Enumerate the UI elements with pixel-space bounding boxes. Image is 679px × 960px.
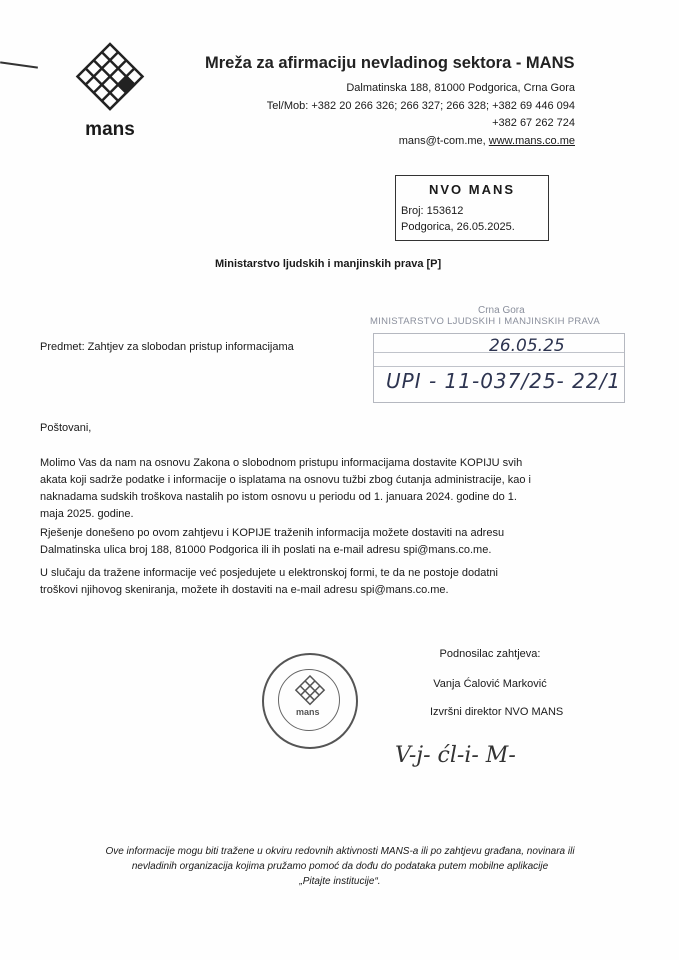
org-website-link[interactable]: www.mans.co.me: [488, 135, 575, 147]
org-contact: [399, 135, 575, 147]
stamp-country: Crna Gora: [478, 305, 525, 316]
paragraph-delivery: Rješenje donešeno po ovom zahtjevu i KOPIJE traženih informacija možete dostaviti na adresu Dalmatinska ulica broj 188, 81000 Podgorica ili ih poslati na e-mail adresu spi@mans.co.me.: [40, 527, 505, 556]
logo-text: mans: [85, 119, 135, 140]
received-stamp: [368, 305, 630, 405]
org-name: Mreža za afirmaciju nevladinog sektora - MANS: [205, 54, 575, 72]
registry-header: NVO MANS: [428, 182, 516, 197]
subject: Predmet: Zahtjev za slobodan pristup informacijama: [40, 341, 294, 353]
stamp-ministry: MINISTARSTVO LJUDSKIH I MANJINSKIH PRAVA: [370, 316, 601, 327]
org-phone: Tel/Mob: +382 20 266 326; 266 327; 266 328; +382 69 446 094: [266, 100, 575, 112]
scan-mark: [0, 61, 38, 68]
footer-note: Ove informacije mogu biti tražene u okviru redovnih aktivnosti MANS-a ili po zahtjevu građana, novinara ili nevladinih organizacija kojima pružamo pomoć da dođu do podataka putem mobilne aplikacije „Pitajte institucije“.: [105, 846, 575, 887]
signer-name: Vanja Ćalović Marković: [433, 678, 547, 690]
org-address: Dalmatinska 188, 81000 Podgorica, Crna Gora: [346, 82, 575, 94]
registry-date: Podgorica, 26.05.2025.: [401, 221, 515, 233]
recipient: Ministarstvo ljudskih i manjinskih prava [P]: [215, 258, 442, 270]
signer-label: Podnosilac zahtjeva:: [439, 648, 541, 660]
handwritten-signature: V-j- ćl-i- M-: [395, 743, 516, 768]
mans-logo: [72, 42, 148, 140]
registry-box: [395, 175, 549, 241]
organization-seal: mans: [262, 653, 358, 749]
seal-logo-icon: [294, 675, 326, 707]
paragraph-electronic: U slučaju da tražene informacije već posjedujete u elektronskoj formi, te da ne postoje dodatni troškovi njihovog skeniranja, možete ih dostaviti na e-mail adresu spi@mans.co.me.: [40, 567, 498, 596]
stamp-grid: [373, 333, 625, 403]
mans-grid-icon: [72, 42, 148, 112]
salutation: Poštovani,: [40, 422, 92, 434]
org-phone-2: +382 67 262 724: [492, 117, 575, 129]
stamp-number: UPI - 11-037/25- 22/1: [386, 369, 622, 393]
paragraph-request: Molimo Vas da nam na osnovu Zakona o slobodnom pristupu informacijama dostavite KOPIJU svih akata koji sadrže podatke i informacije o isplatama na osnovu tužbi zbog ćutanja administracije, kao i naknadama sudskih troškova nastalih po istom osnovu u periodu od 1. januara 2024. godine do 1. maja 2025. godine.: [40, 457, 531, 520]
signer-title: Izvršni direktor NVO MANS: [430, 706, 564, 718]
stamp-date: 26.05.25: [489, 336, 565, 356]
registry-number: Broj: 153612: [401, 205, 464, 217]
org-email[interactable]: mans@t-com.me,: [398, 135, 486, 147]
